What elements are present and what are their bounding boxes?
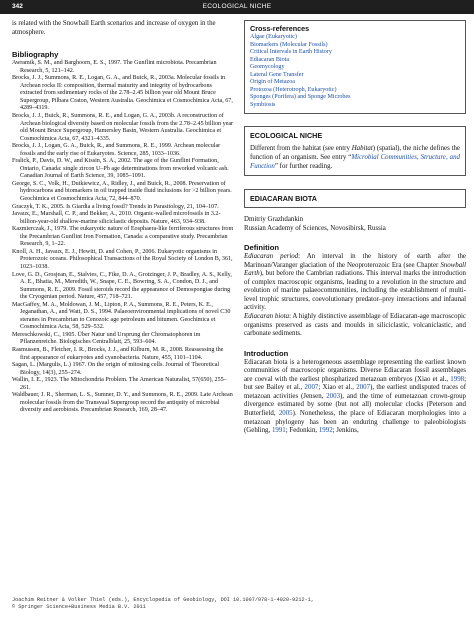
- introduction-heading: Introduction: [244, 348, 289, 358]
- page-footer: [12, 597, 472, 611]
- citation-link[interactable]: 1992: [318, 427, 333, 435]
- ecological-niche-heading: ECOLOGICAL NICHE: [250, 131, 323, 141]
- citation-link[interactable]: 2003: [326, 392, 341, 400]
- footer-citation: Joachim Reitner & Volker Thiel (eds.), Encyclopedia of Geobiology, DOI 10.1007/978-1-4020-9212-1,: [12, 597, 314, 603]
- bibliography-heading: Bibliography: [12, 50, 59, 60]
- definition-heading: Definition: [244, 243, 280, 253]
- bibliography-section: [12, 50, 234, 415]
- cross-reference-link[interactable]: Ediacaran Biota: [250, 56, 290, 63]
- cross-reference-link[interactable]: Symbiosis: [250, 101, 276, 108]
- bibliography-entry: Awramik, S. M., and Barghoorn, E. S., 1997. The Gunflint microbiota. Precambrian Research, 5, 121–142.: [12, 60, 217, 74]
- introduction-paragraph: Ediacaran biota is a heterogeneous assemblage representing the earliest known communities of macroscopic organisms. Diverse Ediacaran fossil assemblages are coeval with the earliest phosphatized metazoan embryos (Xiao et al., 1998; but see Bailey et al., 2007; Xiao et al., 2007), the earliest undisputed traces of metazoan activities (Jensen, 2003), and the time of eumetazoan crown-group divergence estimated by some (but not all) molecular clocks (Peterson and Butterfield, 2005). Nonetheless, the place of Ediacaran morphologies into a metazoan phylogeny has been an enduring challenge to paleobiologists (Gehling, 1991; Fedonkin, 1992; Jenkins,: [244, 358, 467, 435]
- definition-paragraph-1: Ediacaran period: An interval in the history of earth after the Marinoan/Varanger glaciation of the Neoproterozoic Era (see Chapter Snowball Earth), but before the Cambrian radiations. This interval marks the introduction of complex macroscopic organisms, leading to a revolution in the structure and evolution of marine palaeocommunities, including the establishment of multi-level trophic structures, coevolutionary predator–prey interactions and infaunal activity.: [244, 253, 466, 312]
- bibliography-entry: Brocks, J. J., Logan, G. A., Buick, R., and Summons, R. E., 1999. Archean molecular fossils and the early rise of Eukaryotes. Science, 285, 1033–1036.: [12, 143, 221, 157]
- citation-link[interactable]: 2005: [278, 409, 293, 417]
- cross-references-heading: Cross-references: [250, 24, 310, 33]
- ediacaran-biota-heading: EDIACARAN BIOTA: [250, 194, 317, 204]
- bibliography-entry: Javaux, E., Marshall, C. P., and Bekker, A., 2010. Organic-walled microfossils in 3.2-billion-year-old shallow-marine siliciclastic deposits. Nature, 463, 934–938.: [12, 211, 221, 225]
- cross-reference-link[interactable]: Algae (Eukaryotic): [250, 34, 297, 40]
- definition-paragraph-2: Ediacaran biota: A highly distinctive assemblage of Ediacaran-age macroscopic organisms preserved as casts and moulds in siliciclastic, volcaniclastic, and carbonate sediments.: [244, 313, 466, 338]
- habitat-term: Habitat: [351, 145, 373, 153]
- left-column: [12, 20, 234, 415]
- ecological-niche-box: [244, 126, 466, 176]
- bibliography-entry: Mereschkowski, C., 1905. Über Natur und Ursprung der Chromatophoren im Pflanzenreiche. Biologisches Centralblatt, 25, 593–604.: [12, 331, 201, 346]
- introduction-section: [244, 349, 466, 436]
- cross-reference-link[interactable]: Biomarkers (Molecular Fossils): [250, 41, 328, 48]
- bibliography-entry: Brocks, J. J., Buick, R., Summons, R. E., and Logan, G. A., 2003b. A reconstruction of Archean biological diversity based on molecular fossils from the 2.78–2.45 billion year old Mount Bruce Supergroup, Hamersley Basin, Western Australia. Geochimica et Cosmochimica Acta, 67, 4321–4335.: [12, 113, 234, 142]
- bibliography-entry: Sagan, L. (Margulis, L.) 1967. On the origin of mitosing cells. Journal of Theoretical Biology, 14(3), 255–274.: [12, 362, 220, 376]
- page-number: 342: [12, 3, 23, 10]
- bibliography-entry: George, S. C., Volk, H., Dutkiewicz, A., Ridley, J., and Buick, R., 2008. Preservation of hydrocarbons and biomarkers in oil trapped inside fluid inclusions for >2 billion years. Geochimica et Cosmochimica Acta, 72, 844–870.: [12, 180, 232, 203]
- definition-section: [244, 243, 466, 338]
- bibliography-entry: Love, G. D., Grosjean, E., Stalvies, C., Fike, D. A., Grotzinger, J. P., Bradley, A. S., Kelly, A. E., Bhatia, M., Meredith, W., Snape, C. E., Bowring, S. A., Condon, D. J., and Summons, R. E., 2009. Fossil steroids record the appearance of Demospongiae during the Cryogenian period. Nature, 457, 718–721.: [12, 271, 232, 301]
- bibliography-entry: Kazmierczak, J., 1979. The eukaryotic nature of Eosphaera-like ferriferous structures from the Precambrian Gunflint Iron Formation, Canada: a comparative study. Precambrian Research, 9, 1–22.: [12, 226, 234, 248]
- cross-references-box: [244, 20, 466, 114]
- citation-link[interactable]: 1991: [271, 427, 286, 435]
- bibliography-entry: Fralick, P., Davis, D. W., and Kissin, S. A., 2002. The age of the Gunflint Formation, Ontario, Canada: single zircon U–Pb age determinations from reworked volcanic ash. Canadian Journal of Earth Science, 39, 1085–1091.: [12, 158, 229, 180]
- intro-text: is related with the Snowball Earth scenarios and increase of oxygen in the atmosphere.: [12, 20, 216, 36]
- bibliography-entry: Knoll, A. H., Javaux, E. J., Hewitt, D. and Cohen, P., 2006. Eukaryotic organisms in Proterozoic oceans. Philosophical Transactions of the Royal Society of London B, 361, 1023–1038.: [12, 248, 233, 270]
- citation-link[interactable]: 1998: [450, 375, 465, 383]
- microbial-communities-link[interactable]: Microbial Communities, Structure, and Function: [250, 154, 460, 170]
- bibliography-entry: MacGaffey, M. A., Moldowan, J. M., Lipton, P. A., Summons, R. E., Peters, K. E., Jeganathan, A., and Watt, D. S., 1994. Palaeoenvironmental implications of novel C30 steranes in Precambrian to Cenozoic age petroleum and bitumen. Geochimica et Cosmochimica Acta, 58, 529–532.: [12, 301, 231, 331]
- bibliography-entry: Waldbauer, J. R., Sherman, L. S., Sumner, D. Y., and Summons, R. E., 2009. Late Archean molecular fossils from the Transvaal Supergroup record the antiquity of microbial diversity and aerobiosis. Precambrian Research, 169, 28–47.: [12, 392, 233, 414]
- author-block: [244, 216, 466, 233]
- bibliography-entry: Graczyk, T. K., 2005. Is Giardia a living fossil? Trends in Parasitology, 21, 104–107.: [12, 203, 219, 210]
- reference-list: [12, 60, 234, 415]
- author-name: Dmitriy Grazhdankin: [244, 216, 304, 224]
- citation-link[interactable]: 2007: [304, 384, 319, 392]
- ediacaran-biota-box: [244, 189, 466, 208]
- citation-link[interactable]: 2007: [356, 384, 371, 392]
- cross-reference-links: [250, 34, 460, 109]
- running-title: ECOLOGICAL NICHE: [202, 3, 272, 10]
- ecological-niche-text: Different from the habitat (see entry Habitat) (spatial), the niche defines the function of an organism. See entry “Microbial Communities, Structure, and Function” for further reading.: [250, 145, 460, 170]
- bibliography-entry: Wallin, I. E., 1923. The Mitochondria Problem. The American Naturalist, 57(650), 255–261.: [12, 377, 227, 391]
- bibliography-entry: Rasmussen, B., Fletcher, I. R., Brocks, J. J., and Kilburn, M. R., 2008. Reassessing the first appearance of eukaryotes and cyanobacteria. Nature, 455, 1101–1104.: [12, 346, 224, 361]
- cross-reference-link[interactable]: Origin of Metazoa: [250, 79, 296, 86]
- page-header: [0, 0, 474, 14]
- footer-copyright: © Springer Science+Business Media B.V. 2011: [12, 603, 146, 610]
- bibliography-entry: Brocks, J. J., Summons, R. E., Logan, G. A., and Buick, R., 2003a. Molecular fossils in Archean rocks II: composition, thermal maturity and integrity of hydrocarbons extracted from sedimentary rocks of the 2.78–2.45 billion year old Mount Bruce Supergroup, Pilbara Craton, Western Australia. Geochimica et Cosmochimica Acta, 67, 4289–4319.: [12, 75, 233, 112]
- cross-reference-link[interactable]: Lateral Gene Transfer: [250, 71, 304, 78]
- author-affiliation: Russian Academy of Sciences, Novosibirsk, Russia: [244, 224, 386, 232]
- cross-reference-link[interactable]: Sponges (Porifera) and Sponge Microbes: [250, 94, 351, 101]
- right-column: [244, 20, 466, 436]
- cross-reference-link[interactable]: Critical Intervals in Earth History: [250, 49, 332, 56]
- cross-reference-link[interactable]: Geomycology: [250, 64, 285, 71]
- cross-reference-link[interactable]: Protozoa (Heterotroph, Eukaryotic): [250, 86, 337, 93]
